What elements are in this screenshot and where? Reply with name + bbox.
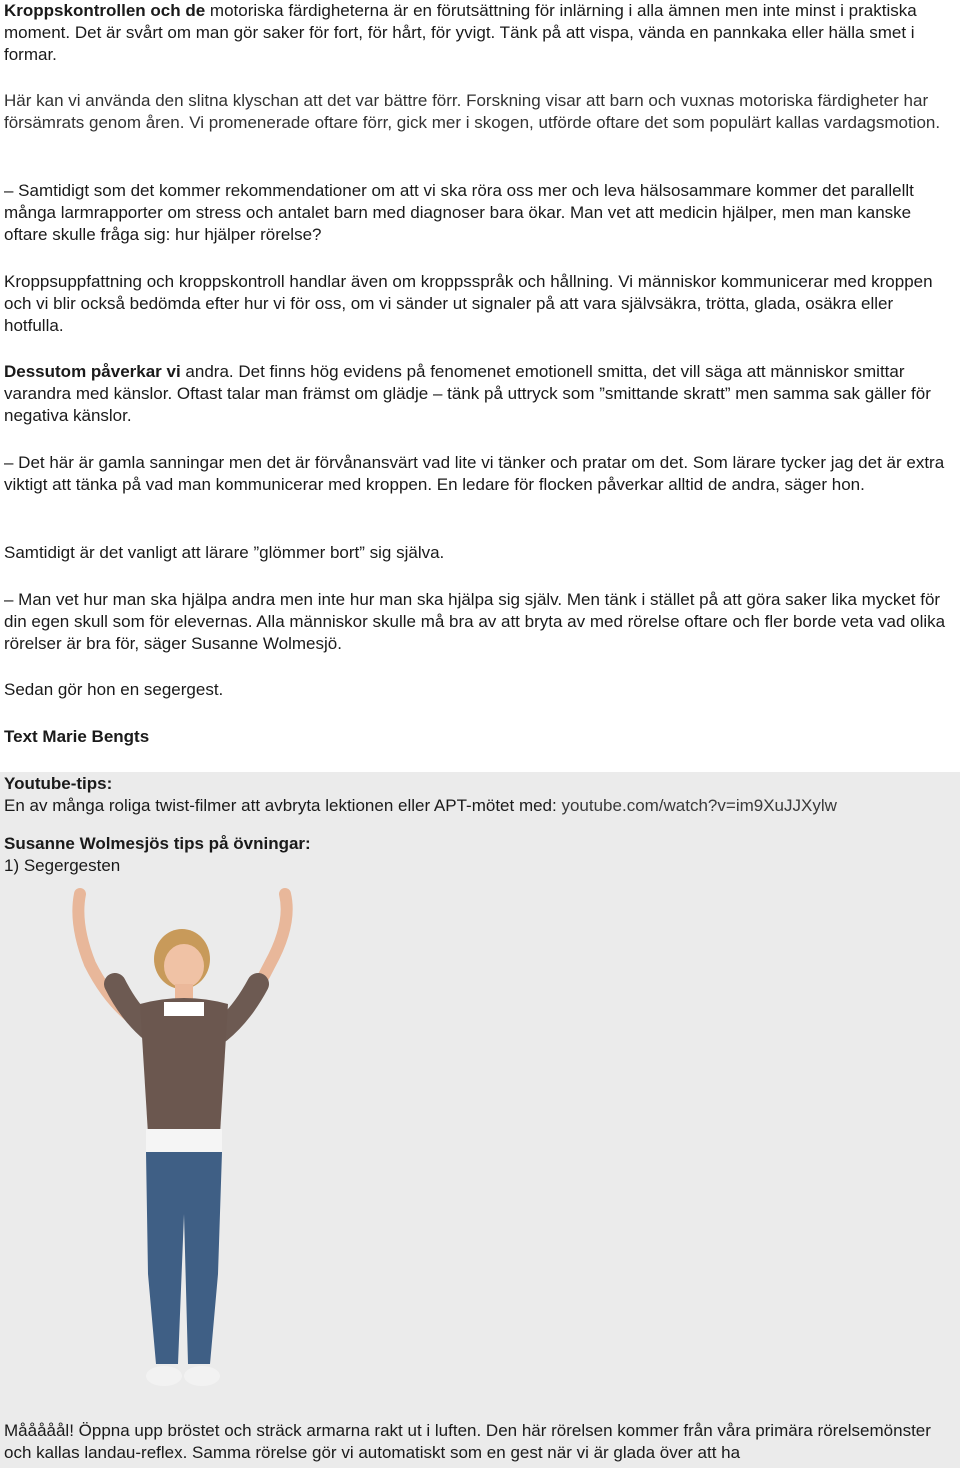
tips-heading: Susanne Wolmesjös tips på övningar: [4,834,311,853]
paragraph-4: Kroppsuppfattning och kroppskontroll handlar även om kroppsspråk och hållning. Vi människor kommunicerar med kroppen och vi blir också bedömda efter hur vi för oss, om vi sänder ut signaler på att vara självsäkra, trötta, glada, osäkra eller hotfulla. [4,272,933,335]
lead-bold: Kroppskontrollen och de [4,1,206,20]
youtube-paragraph [4,795,956,817]
tip-1-title: 1) Segergesten [4,856,121,875]
paragraph-8: – Man vet hur man ska hjälpa andra men inte hur man ska hjälpa sig själv. Men tänk i stället på att göra saker lika mycket för din egen skull som för elevernas. Alla människor skulle må bra av att bryta av med rörelse oftare och fler borde veta vad olika rörelser är bra för, säger Susanne Wolmesjö. [4,590,946,653]
paragraph-2: Här kan vi använda den slitna klyschan att det var bättre förr. Forskning visar att barn och vuxnas motoriska färdigheter har försämrats genom åren. Vi promenerade oftare förr, gick mer i skogen, utförde oftare det som populärt kallas vardagsmotion. [4,91,941,132]
youtube-heading: Youtube-tips: [4,774,113,793]
youtube-link[interactable]: youtube.com/watch?v=im9XuJJXylw [561,796,837,815]
paragraph-9: Sedan gör hon en segergest. [4,680,224,699]
paragraph-5-bold: Dessutom påverkar vi [4,362,181,381]
paragraph-5 [4,361,956,427]
paragraph-5-text: andra. Det finns hög evidens på fenomenet emotionell smitta, det vill säga att människor smittar varandra med känslor. Oftast talar man främst om glädje – tänk på uttryck som ”smittande skratt” men samma sak gäller för negativa känslor. [4,362,931,425]
woman-victory-gesture-illustration [60,884,320,1404]
paragraph-1 [4,0,956,66]
tip-1-text: Mååååål! Öppna upp bröstet och sträck armarna rakt ut i luften. Den här rörelsen kommer från våra primära rörelsemönster och kallas landau-reflex. Samma rörelse gör vi automatiskt som en gest när vi är glada över att ha [4,1421,931,1462]
paragraph-6: – Det här är gamla sanningar men det är förvånansvärt vad lite vi tänker och pratar om det. Som lärare tycker jag det är extra viktigt att tänka på vad man kommunicerar med kroppen. En ledare för flocken påverkar alltid de andra, säger hon. [4,453,945,494]
youtube-text: En av många roliga twist-filmer att avbryta lektionen eller APT-mötet med: [4,796,562,815]
paragraph-7: Samtidigt är det vanligt att lärare ”glömmer bort” sig själva. [4,543,445,562]
byline: Text Marie Bengts [4,727,150,746]
paragraph-3: – Samtidigt som det kommer rekommendationer om att vi ska röra oss mer och leva hälsosammare kommer det parallellt många larmrapporter om stress och antalet barn med diagnoser bara ökar. Man vet att medicin hjälper, men man kanske oftare skulle fråga sig: hur hjälper rörelse? [4,181,914,244]
paragraph-1-text: motoriska färdigheterna är en förutsättning för inlärning i alla ämnen men inte minst i praktiska moment. Det är svårt om man gör saker för fort, för hårt, för yvigt. Tänk på att vispa, vända en pannkaka eller hälla smet i formar. [4,1,917,64]
